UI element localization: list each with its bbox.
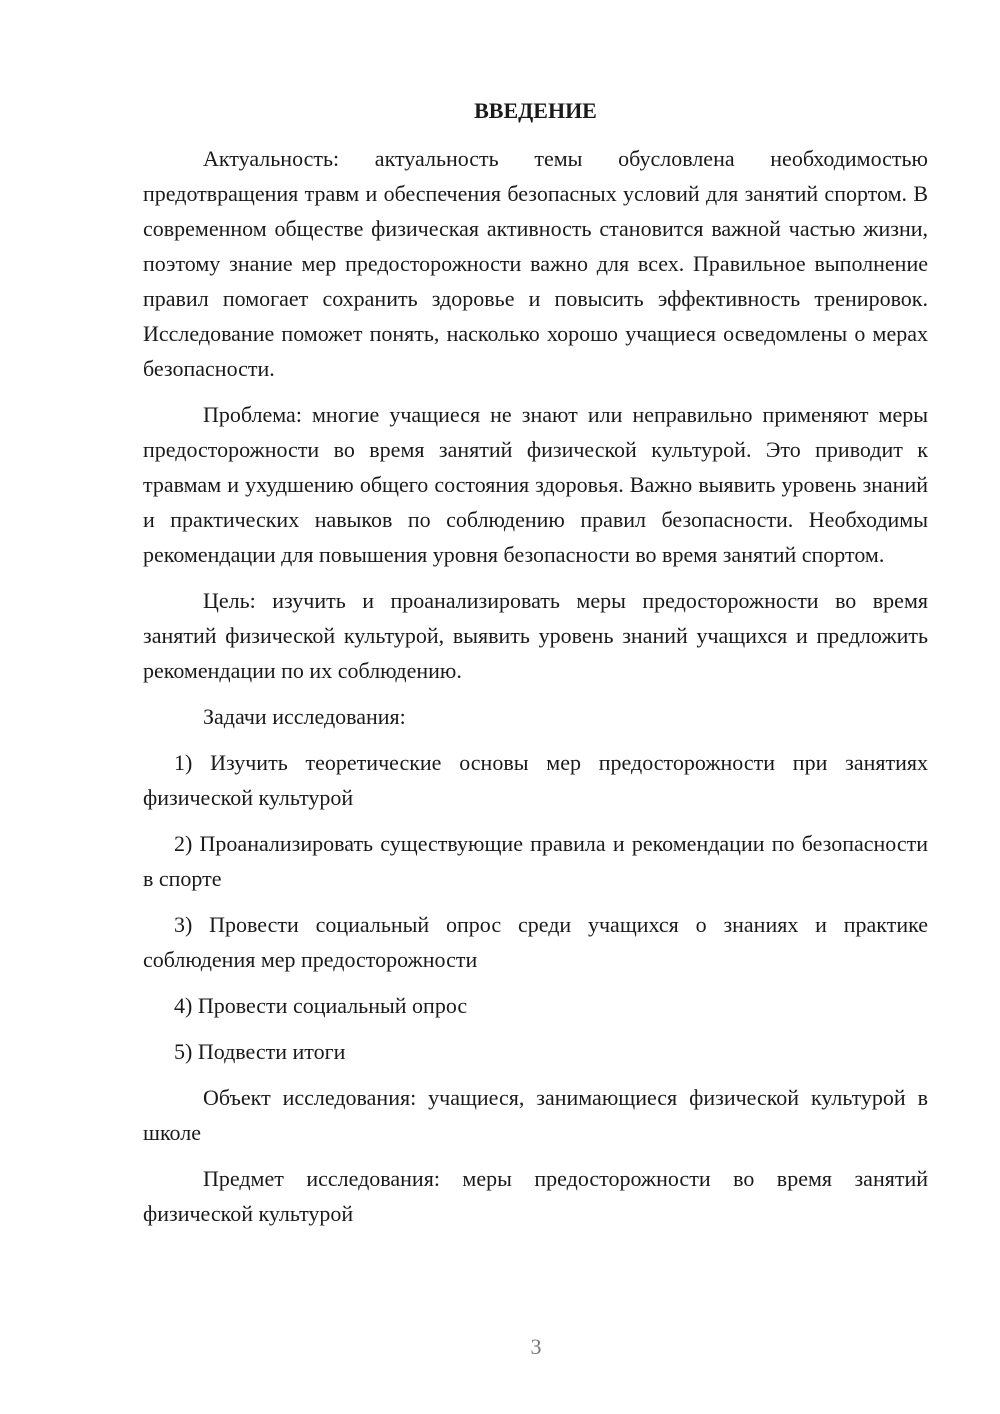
page-number: 3	[530, 1334, 542, 1359]
paragraph-object: Объект исследования: учащиеся, занимающиеся физической культурой в школе	[143, 1085, 928, 1145]
document-body	[143, 93, 928, 1242]
task-item-2: 2) Проанализировать существующие правила и рекомендации по безопасности в спорте	[143, 831, 928, 891]
task-item-1: 1) Изучить теоретические основы мер предосторожности при занятиях физической культурой	[143, 750, 928, 810]
paragraph-problem: Проблема: многие учащиеся не знают или неправильно применяют меры предосторожности во время занятий физической культурой. Это приводит к травмам и ухудшению общего состояния здоровья. Важно выявить уровень знаний и практических навыков по соблюдению правил безопасности. Необходимы рекомендации для повышения уровня безопасности во время занятий спортом.	[143, 402, 928, 567]
task-item-4: 4) Провести социальный опрос	[174, 993, 468, 1018]
task-item-5: 5) Подвести итоги	[174, 1039, 346, 1064]
paragraph-relevance: Актуальность: актуальность темы обусловлена необходимостью предотвращения травм и обеспечения безопасных условий для занятий спортом. В современном обществе физическая активность становится важной частью жизни, поэтому знание мер предосторожности важно для всех. Правильное выполнение правил помогает сохранить здоровье и повысить эффективность тренировок. Исследование поможет понять, насколько хорошо учащиеся осведомлены о мерах безопасности.	[143, 146, 928, 381]
paragraph-subject: Предмет исследования: меры предосторожности во время занятий физической культурой	[143, 1166, 928, 1226]
page-title: ВВЕДЕНИЕ	[474, 98, 597, 123]
paragraph-goal: Цель: изучить и проанализировать меры предосторожности во время занятий физической культурой, выявить уровень знаний учащихся и предложить рекомендации по их соблюдению.	[143, 588, 928, 683]
task-item-3: 3) Провести социальный опрос среди учащихся о знаниях и практике соблюдения мер предосторожности	[143, 912, 928, 972]
tasks-heading: Задачи исследования:	[203, 704, 406, 729]
